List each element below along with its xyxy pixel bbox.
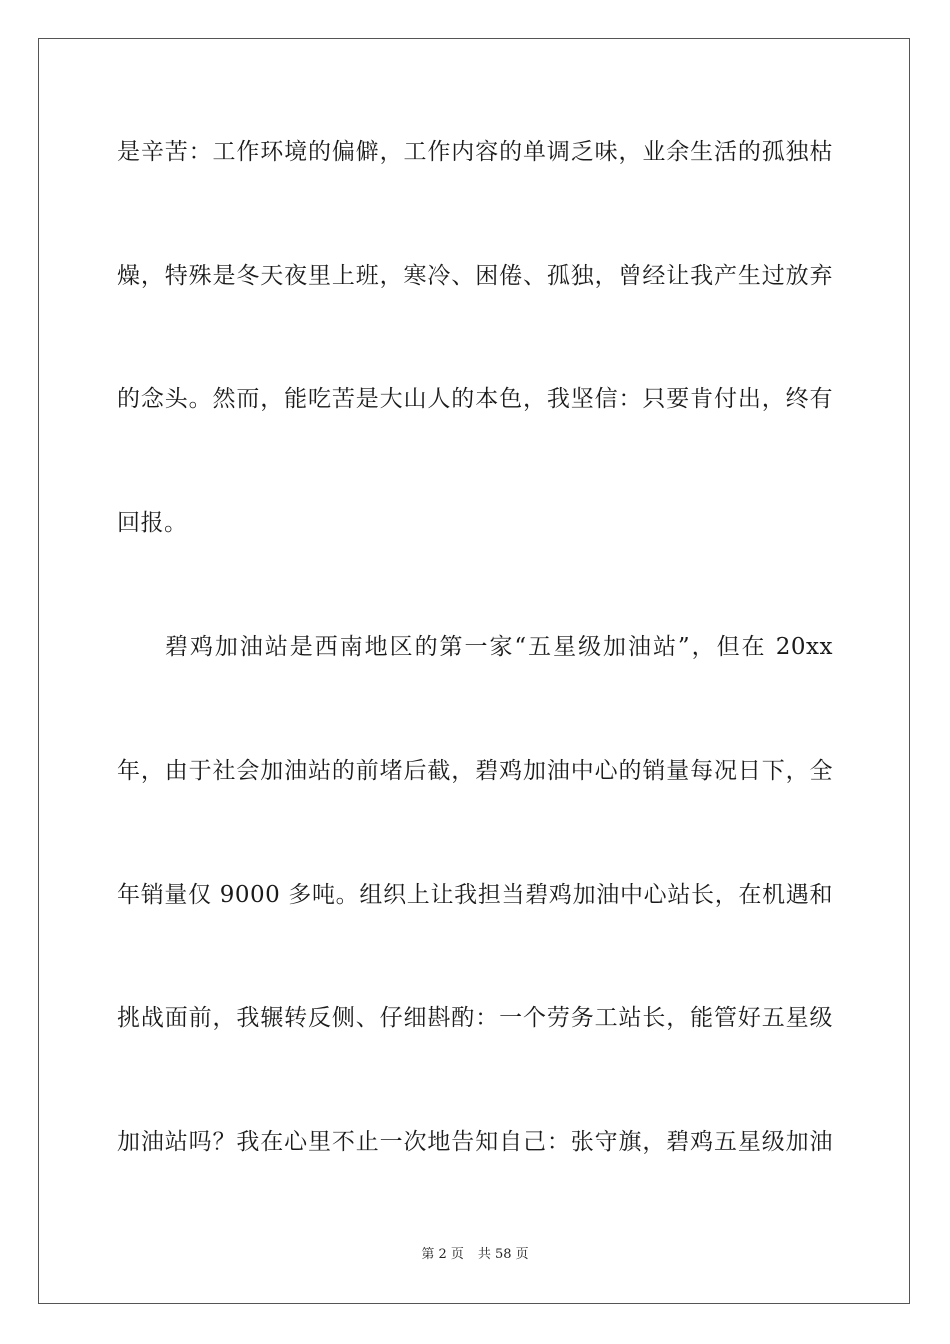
paragraph-line: 是辛苦：工作环境的偏僻，工作内容的单调乏味，业余生活的孤独枯 bbox=[117, 139, 833, 165]
paragraph-line: 加油站吗？我在心里不止一次地告知自己：张守旗，碧鸡五星级加油 bbox=[117, 1129, 833, 1155]
page-footer bbox=[0, 1246, 950, 1264]
paragraph-line: 的念头。然而，能吃苦是大山人的本色，我坚信：只要肯付出，终有 bbox=[117, 386, 833, 412]
page-border bbox=[38, 38, 910, 1304]
paragraph-line: 燥，特殊是冬天夜里上班，寒冷、困倦、孤独，曾经让我产生过放弃 bbox=[117, 263, 833, 289]
paragraph-line: 年，由于社会加油站的前堵后截，碧鸡加油中心的销量每况日下，全 bbox=[117, 758, 833, 784]
paragraph-line: 挑战面前，我辗转反侧、仔细斟酌：一个劳务工站长，能管好五星级 bbox=[117, 1005, 833, 1031]
page-number: 第 2 页 bbox=[421, 1247, 464, 1262]
page-total: 共 58 页 bbox=[477, 1247, 529, 1262]
paragraph-line: 年销量仅 9000 多吨。组织上让我担当碧鸡加油中心站长，在机遇和 bbox=[117, 882, 833, 908]
paragraph-line: 碧鸡加油站是西南地区的第一家“五星级加油站”，但在 20xx bbox=[165, 634, 833, 660]
paragraph-line: 回报。 bbox=[117, 510, 188, 536]
